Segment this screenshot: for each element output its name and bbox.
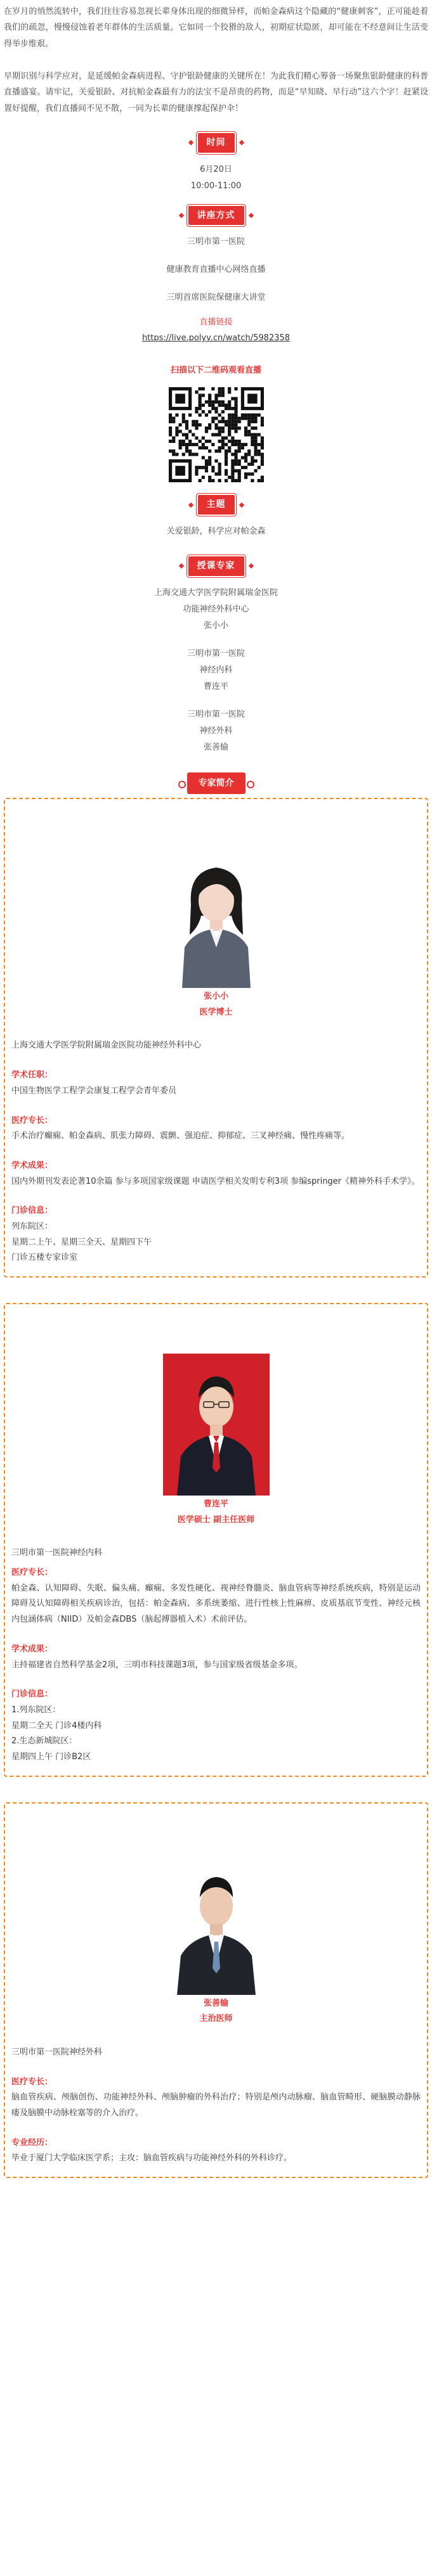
clinic-line: 星期二上午、星期三全天、星期四下午 [11,1237,152,1247]
clinic-line: 2.生态新城院区： [11,1736,77,1746]
expert-name: 张善输 [203,1998,228,2008]
portrait-icon [163,846,270,988]
section-text: 毕业于厦门大学临床医学系；主攻：脑血管疾病与功能神经外科的外科诊疗。 [11,2153,292,2163]
photo-wrap [11,1354,421,1496]
live-link-url[interactable]: https://live.polyv.cn/watch/5982358 [141,333,291,343]
format-header [0,206,432,226]
expert-intro-label: 专家简介 [187,772,245,795]
section-label: 门诊信息： [11,1206,53,1216]
expert-card-1 [4,798,428,1278]
section-text: 脑血管疾病、颅脑创伤、功能神经外科、颅脑肿瘤的外科治疗；特别是颅内动脉瘤、脑血管畸形、硬脑膜动静脉瘘及脑膜中动脉栓塞等的介入治疗。 [11,2092,421,2118]
section-label: 医疗专长： [11,1115,53,1125]
event-date: 6月20日 [200,164,232,174]
expert-3-line-3: 张善输 [203,742,228,752]
expert-name: 曹连平 [203,1499,228,1509]
topic-header-label: 主题 [198,495,235,515]
expert-2-line-2: 神经内科 [199,665,233,675]
expert-affiliation: 三明市第一医院神经内科 [11,1548,103,1558]
photo-wrap [11,1853,421,1995]
expert-title: 医学博士 [199,1007,233,1017]
portrait-icon [163,1354,270,1496]
clinic-line: 列东院区： [11,1221,53,1231]
section-text: 国内外期刊发表论著10余篇 参与多项国家级课题 申请医学相关发明专利3项 参编springer《精神外科手术学》。 [11,1176,420,1186]
expert-name: 张小小 [203,992,228,1002]
expert-1-line-3: 张小小 [203,620,228,631]
expert-affiliation: 上海交通大学医学院附属瑞金医院功能神经外科中心 [11,1041,202,1051]
intro-paragraph-1: 在岁月的悄然流转中，我们往往容易忽视长辈身体出现的细微异样，而帕金森病这个隐藏的“健康刺客”，正可能趁着我们的疏忽，慢慢侵蚀着老年群体的生活质量。它如同一个狡猾的敌人，初期症状隐匿，却可能在不经意间让生活变得举步维艰。 [4,7,428,49]
event-hours: 10:00-11:00 [190,181,242,191]
expert-1-line-2: 功能神经外科中心 [183,604,249,614]
live-link-title: 直播链接 [199,317,233,328]
experts-block [0,585,432,756]
portrait-icon [163,1853,270,1995]
topic-text: 关爱银龄，科学应对帕金森 [166,526,266,536]
intro-section [0,0,432,117]
format-line-1: 三明市第一医院 [187,237,245,247]
format-line-3: 三明首席医院保健康大讲堂 [166,293,266,303]
expert-card-2 [4,1303,428,1777]
format-line-2: 健康教育直播中心网络直播 [166,265,266,275]
expert-3-line-2: 神经外科 [199,726,233,736]
expert-affiliation: 三明市第一医院神经外科 [11,2047,103,2058]
format-header-label: 讲座方式 [188,206,244,226]
clinic-line: 1.列东院区： [11,1705,61,1715]
expert-photo [163,846,270,988]
time-block [0,162,432,195]
photo-wrap [11,846,421,988]
section-label: 学术任职： [11,1070,53,1080]
expert-1-line-1: 上海交通大学医学院附属瑞金医院 [154,587,278,598]
clinic-line: 门诊五楼专家诊室 [11,1253,78,1263]
section-label: 医疗专长： [11,1568,53,1578]
time-header-label: 时间 [198,133,235,153]
expert-card-3 [4,1802,428,2179]
expert-photo [163,1853,270,1995]
expert-3-line-1: 三明市第一医院 [187,709,245,719]
qr-code-wrap [0,387,432,482]
expert-photo [163,1354,270,1496]
expert-title: 主治医师 [199,2014,233,2024]
format-block [0,234,432,306]
expert-2-line-3: 曹连平 [203,681,228,691]
experts-header [0,556,432,576]
section-label: 学术成果： [11,1160,53,1170]
intro-paragraph-2: 早期识别与科学应对，是延缓帕金森病进程、守护银龄健康的关键所在！为此我们精心筹备一场聚焦银龄健康的科普直播盛宴。请牢记，关爱银龄、对抗帕金森最有力的法宝不是昂贵的药物，而是“早知晓、早行动”这六个字！赶紧设置好提醒，我们直播间不见不散，一同为长辈的健康撑起保护伞！ [4,72,428,113]
qr-code-icon[interactable] [169,387,264,482]
section-text: 主持福建省自然科学基金2项，三明市科技课题3项，参与国家级省级基金多项。 [11,1660,303,1670]
section-text: 手术治疗癫痫、帕金森病、肌张力障碍、震颤、强迫症、抑郁症、三叉神经痛、慢性疼痛等。 [11,1131,350,1141]
expert-title: 医学硕士 副主任医师 [177,1515,255,1525]
expert-intro-banner [0,772,432,795]
section-label: 门诊信息： [11,1689,53,1700]
section-label: 专业经历： [11,2137,53,2148]
section-text: 中国生物医学工程学会康复工程学会青年委员 [11,1086,177,1096]
clinic-line: 星期四上午 门诊B2区 [11,1752,91,1762]
section-label: 医疗专长： [11,2077,53,2087]
time-header [0,133,432,153]
scan-tip: 扫描以下二维码观看直播 [170,365,261,375]
experts-header-label: 授课专家 [188,556,244,576]
section-label: 学术成果： [11,1644,53,1654]
expert-2-line-1: 三明市第一医院 [187,648,245,658]
section-text: 帕金森、认知障碍、失眠、偏头痛、癫痫、多发性硬化、视神经脊髓炎、脑血管病等神经系统疾病，特别是运动障碍及认知障碍相关疾病诊治，包括：帕金森病、多系统萎缩、进行性核上性麻痹、皮质基底节变性、神经元核内包涵体病（NIID）及帕金森DBS（脑起搏器植入术）术前评估。 [11,1583,421,1625]
clinic-line: 星期二全天 门诊4楼内科 [11,1721,102,1731]
topic-header [0,495,432,515]
